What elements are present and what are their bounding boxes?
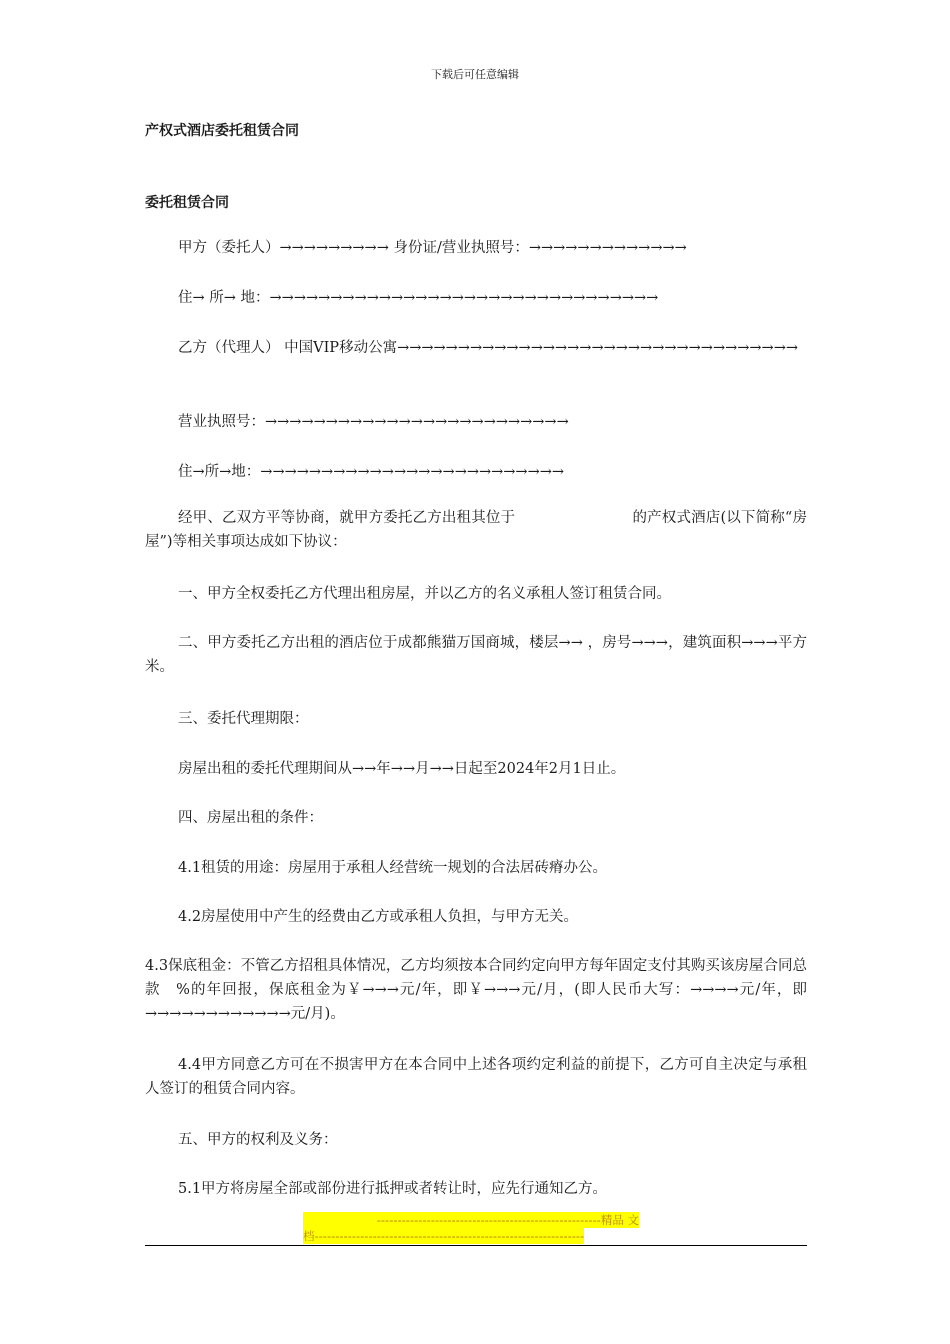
footer-line-2: 档-----------------------------------------------------------------	[303, 1229, 585, 1243]
footer-line-1: ------------------------------------------------------精品 文	[303, 1212, 639, 1228]
clause-5-1: 5.1甲方将房屋全部或部份进行抵押或者转让时，应先行通知乙方。	[178, 1181, 608, 1197]
clause-4-4: 4.4甲方同意乙方可在不损害甲方在本合同中上述各项约定利益的前提下，乙方可自主决定与承租人签订的租赁合同内容。	[145, 1057, 807, 1097]
party-b-address: 住→所→地：→→→→→→→→→→→→→→→→→→→→→→→→→	[178, 464, 565, 480]
clause-3-body: 房屋出租的委托代理期间从→→年→→月→→日起至2024年2月1日止。	[178, 761, 626, 777]
contract-subtitle: 委托租赁合同	[145, 195, 229, 211]
clause-3-heading: 三、委托代理期限：	[178, 711, 309, 727]
party-a-address: 住→ 所→ 地：→→→→→→→→→→→→→→→→→→→→→→→→→→→→→→→→	[178, 290, 659, 306]
clause-1: 一、甲方全权委托乙方代理出租房屋，并以乙方的名义承租人签订租赁合同。	[178, 586, 671, 602]
clause-5-heading: 五、甲方的权利及义务：	[178, 1132, 338, 1148]
party-b-line: 乙方（代理人） 中国VIP移动公寓→→→→→→→→→→→→→→→→→→→→→→→→→→→→→→→→→	[178, 340, 798, 356]
footer-watermark	[303, 1212, 649, 1244]
intro-paragraph: 经甲、乙双方平等协商，就甲方委托乙方出租其位于 的产权式酒店(以下简称“房屋”)等相关事项达成如下协议：	[145, 510, 807, 550]
clause-4-3: 4.3保底租金：不管乙方招租具体情况，乙方均须按本合同约定向甲方每年固定支付其购买该房屋合同总款 %的年回报，保底租金为￥→→→元/年，即￥→→→元/月，(即人民币大写：→→→→元/年，即→→→→→→→→→→→→元/月)。	[145, 958, 807, 1022]
page-header: 下载后可任意编辑	[431, 68, 519, 81]
footer-divider	[145, 1245, 807, 1246]
party-b-license: 营业执照号：→→→→→→→→→→→→→→→→→→→→→→→→→	[178, 414, 569, 430]
clause-4-heading: 四、房屋出租的条件：	[178, 810, 323, 826]
document-title: 产权式酒店委托租赁合同	[145, 123, 299, 139]
party-a-line: 甲方（委托人）→→→→→→→→→ 身份证/营业执照号：→→→→→→→→→→→→→	[178, 240, 687, 256]
clause-4-1: 4.1租赁的用途：房屋用于承租人经营统一规划的合法居砖瘠办公。	[178, 860, 608, 876]
clause-4-2: 4.2房屋使用中产生的经费由乙方或承租人负担，与甲方无关。	[178, 909, 579, 925]
clause-2: 二、甲方委托乙方出租的酒店位于成都熊猫万国商城，楼层→→ ，房号→→→，建筑面积→→→平方米。	[145, 635, 807, 675]
